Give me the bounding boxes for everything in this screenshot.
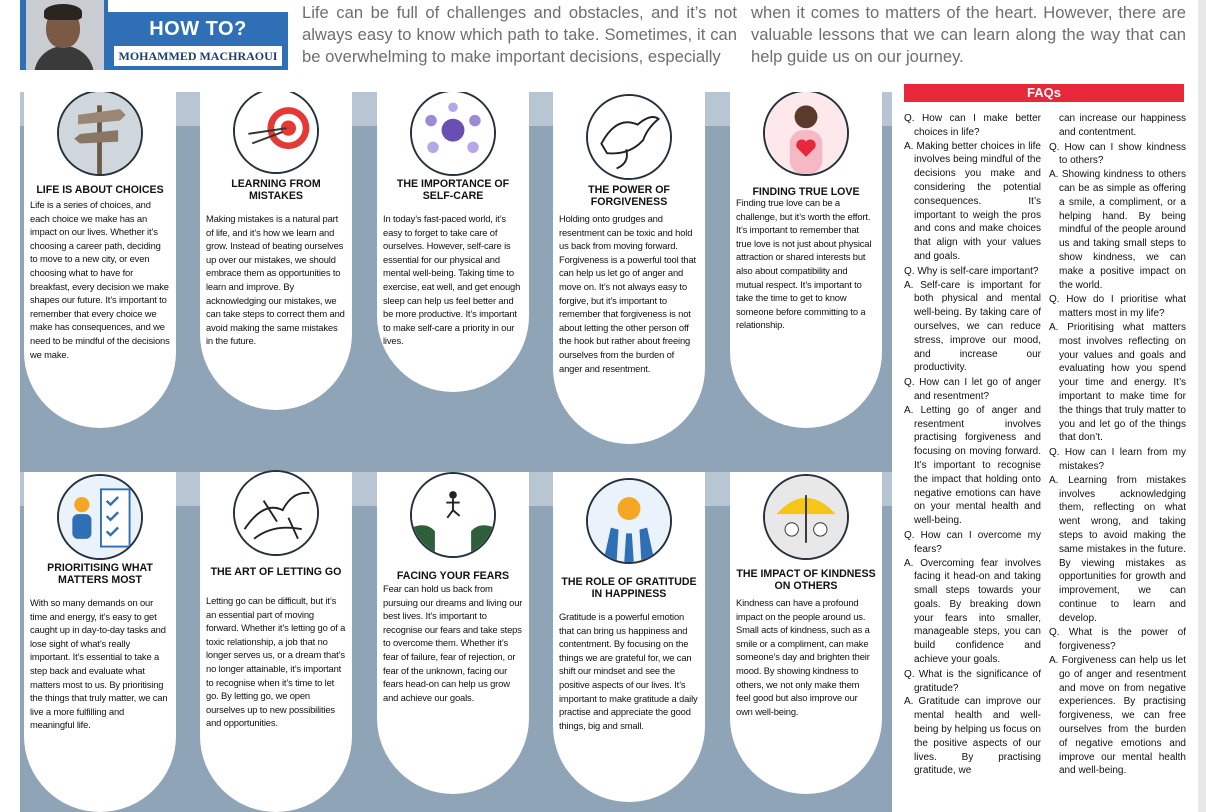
page-edge xyxy=(1198,0,1206,812)
faq-answer: A. Self-care is important for both physical and mental well-being. By taking care of ourselves, we can reduce stress, improve our mood, and increase our productivity. xyxy=(904,279,1041,374)
card-letting-go xyxy=(200,472,352,812)
faq-answer: A. Letting go of anger and resentment involves practising forgiveness and focusing on moving forward. It’s important to recognise the impact that holding onto negative emotions can have on your mental health and well-being. xyxy=(904,404,1041,527)
faq-answer: A. Forgiveness can help us let go of anger and resentment and move on from negative experiences. By practising forgiveness, we can free ourselves from the burden of negative emotions and improve our mental health and well-being. xyxy=(1049,655,1186,777)
umbrella-kindness-icon xyxy=(763,474,849,560)
card-fears xyxy=(377,472,529,794)
card-title: LEARNING FROM MISTAKES xyxy=(231,178,321,202)
card-title: THE POWER OF FORGIVENESS xyxy=(588,184,670,208)
card-life-choices xyxy=(24,92,176,428)
card-title: LIFE IS ABOUT CHOICES xyxy=(36,184,164,196)
gratitude-hands-icon xyxy=(586,478,672,564)
intro-right: when it comes to matters of the heart. However, there are valuable lessons that we can learn along the way that can help guide us on our journey. xyxy=(751,3,1186,66)
card-body: Holding onto grudges and resentment can be toxic and hold us back from moving forward. Forgiveness is a powerful tool that can help us let go of anger and move on. It’s not always easy to forgive, but it’s important to remember that forgiveness is not about letting the other person off the hook but rather about freeing ourselves from the burden of anger and resentment. xyxy=(559,213,697,374)
faq-question: Q. How can I learn from my mistakes? xyxy=(1049,447,1186,472)
card-forgiveness xyxy=(553,92,705,444)
faq-question: Q. How can I show kindness to others? xyxy=(1049,141,1186,167)
card-title: FINDING TRUE LOVE xyxy=(752,186,860,198)
cliff-jump-icon xyxy=(410,472,496,558)
card-self-care xyxy=(377,92,529,392)
faq-answer: A. Learning from mistakes involves acknowledging them, reflecting on what went wrong, and taking steps to avoid making the same mistakes in the future. By viewing mistakes as opportunities for growth and improvement, we can continue to learn and develop. xyxy=(1049,474,1186,624)
card-body: With so many demands on our time and energy, it’s easy to get caught up in day-to-day tasks and lose sight of what’s really important. It’s essential to take a step back and evaluate what matters most to us. By prioritising the things that truly matter, we can live a more fulfilling and meaningful life. xyxy=(30,597,168,731)
faq-question: Q. How can I let go of anger and resentment? xyxy=(904,377,1041,402)
faq-heading: FAQs xyxy=(904,84,1184,102)
intro-text xyxy=(302,2,1186,68)
card-body: Life is a series of choices, and each choice we make has an impact on our lives. Whether it’s choosing a career path, deciding to move to a new city, or even choosing what to have for breakfast, every decision we make shapes our future. It’s important to remember that every choice we make has consequences, and we need to be mindful of the decisions we make. xyxy=(30,199,170,360)
card-body: Finding true love can be a challenge, but it’s worth the effort. It’s important to remember that true love is not just about physical attraction or shared interests but also about compatibility and mutual respect. It’s important to take the time to get to know someone before committing to a relationship. xyxy=(736,197,872,331)
faq-question: Q. How do I prioritise what matters most in my life? xyxy=(1049,294,1186,320)
card-kindness xyxy=(730,472,882,794)
author-badge xyxy=(20,0,288,72)
faq-answer: A. Making better choices in life involves being mindful of the decisions you make and considering the potential consequences. It’s important to weigh the pros and cons and make choices that align with your values and goals. xyxy=(904,140,1041,262)
faq-section xyxy=(904,112,1186,812)
faq-question: Q. How can I make better choices in life? xyxy=(904,113,1041,138)
card-title: THE IMPORTANCE OF SELF-CARE xyxy=(396,178,510,202)
card-title: FACING YOUR FEARS xyxy=(396,570,510,582)
faq-answer: A. Showing kindness to others can be as simple as offering a smile, a compliment, or a helping hand. By being mindful of the people around us and taking small steps to show kindness, we can make a positive impact on the world. xyxy=(1049,169,1186,291)
avatar xyxy=(20,0,108,70)
infographic-panel xyxy=(20,92,892,812)
faq-question: Q. Why is self-care important? xyxy=(904,265,1039,277)
faq-answer-continued: can increase our happiness and contentment. xyxy=(1059,113,1186,138)
card-body: Making mistakes is a natural part of life, and it’s how we learn and grow. Instead of beating ourselves up over our mistakes, we should embrace them as opportunities to learn and improve. By acknowledging our mistakes, we can take steps to correct them and avoid making the same mistakes in the future. xyxy=(206,213,345,347)
faq-question: Q. How can I overcome my fears? xyxy=(904,529,1041,555)
faq-question: Q. What is the significance of gratitude? xyxy=(904,668,1041,694)
card-body: Kindness can have a profound impact on the people around us. Small acts of kindness, such as a smile or a compliment, can make someone’s day and brighten their mood. By showing kindness to others, we not only make them feel good but also improve our own well-being. xyxy=(736,597,870,717)
howto-box xyxy=(108,12,288,70)
self-care-icon xyxy=(410,92,496,176)
card-title: THE ROLE OF GRATITUDE IN HAPPINESS xyxy=(561,576,697,600)
card-body: Letting go can be difficult, but it’s an essential part of moving forward. Whether it’s letting go of a toxic relationship, a job that no longer serves us, or a dream that’s no longer attainable, it’s important to recognise when it’s time to let go. By letting go, we open ourselves up to new possibilities and opportunities. xyxy=(206,595,346,729)
faq-column-2 xyxy=(1049,112,1186,812)
author-name: MOHAMMED MACHRAOUI xyxy=(114,46,282,66)
card-body: Fear can hold us back from pursuing our dreams and living our best lives. It’s important to recognise our fears and take steps to overcome them. Whether it’s fear of failure, fear of rejection, or fear of the unknown, facing our fears head-on can help us grow and achieve our goals. xyxy=(383,583,523,703)
faq-answer: A. Prioritising what matters most involves reflecting on your values and goals and evaluating how you spend your time and energy. It’s important to make time for the things that truly matter to you and let go of the things that don’t. xyxy=(1049,321,1186,444)
faq-answer: A. Gratitude can improve our mental health and well-being by helping us focus on the positive aspects of our lives. By practising gratitude, we xyxy=(904,696,1041,777)
card-body: Gratitude is a powerful emotion that can bring us happiness and contentment. By focusing on the things we are grateful for, we can shift our mindset and see the positive aspects of our lives. It’s important to make gratitude a daily practise and appreciate the good things, big and small. xyxy=(559,611,698,731)
bird-sketch-icon xyxy=(233,470,319,556)
card-body: In today’s fast-paced world, it’s easy to forget to take care of ourselves. However, self-care is essential for our physical and mental well-being. Taking time to exercise, eat well, and get enough sleep can help us feel better and be more productive. It’s important to make self-care a priority in our lives. xyxy=(383,213,521,347)
card-title: PRIORITISING WHAT MATTERS MOST xyxy=(47,562,153,586)
target-icon xyxy=(233,92,319,174)
card-title: THE IMPACT OF KINDNESS ON OTHERS xyxy=(736,568,876,592)
faq-answer: A. Overcoming fear involves facing it head-on and taking small steps towards your goals. By breaking down your fears into smaller, manageable steps, you can build confidence and achieve your goals. xyxy=(904,557,1041,666)
signpost-icon xyxy=(57,92,143,176)
card-prioritising xyxy=(24,472,176,812)
faq-column-1 xyxy=(904,112,1041,812)
checklist-icon xyxy=(57,474,143,560)
card-gratitude xyxy=(553,472,705,802)
heart-icon xyxy=(763,92,849,176)
card-title: THE ART OF LETTING GO xyxy=(210,566,342,578)
faq-question: Q. What is the power of forgiveness? xyxy=(1049,627,1186,653)
card-true-love xyxy=(730,92,882,428)
intro-left: Life can be full of challenges and obstacles, and it’s not always easy to know which path to take. Sometimes, it can be overwhelming to make important decisions, especially xyxy=(302,3,737,66)
card-learning-mistakes xyxy=(200,92,352,410)
dove-icon xyxy=(586,94,672,180)
badge-title: HOW TO? xyxy=(149,18,247,40)
